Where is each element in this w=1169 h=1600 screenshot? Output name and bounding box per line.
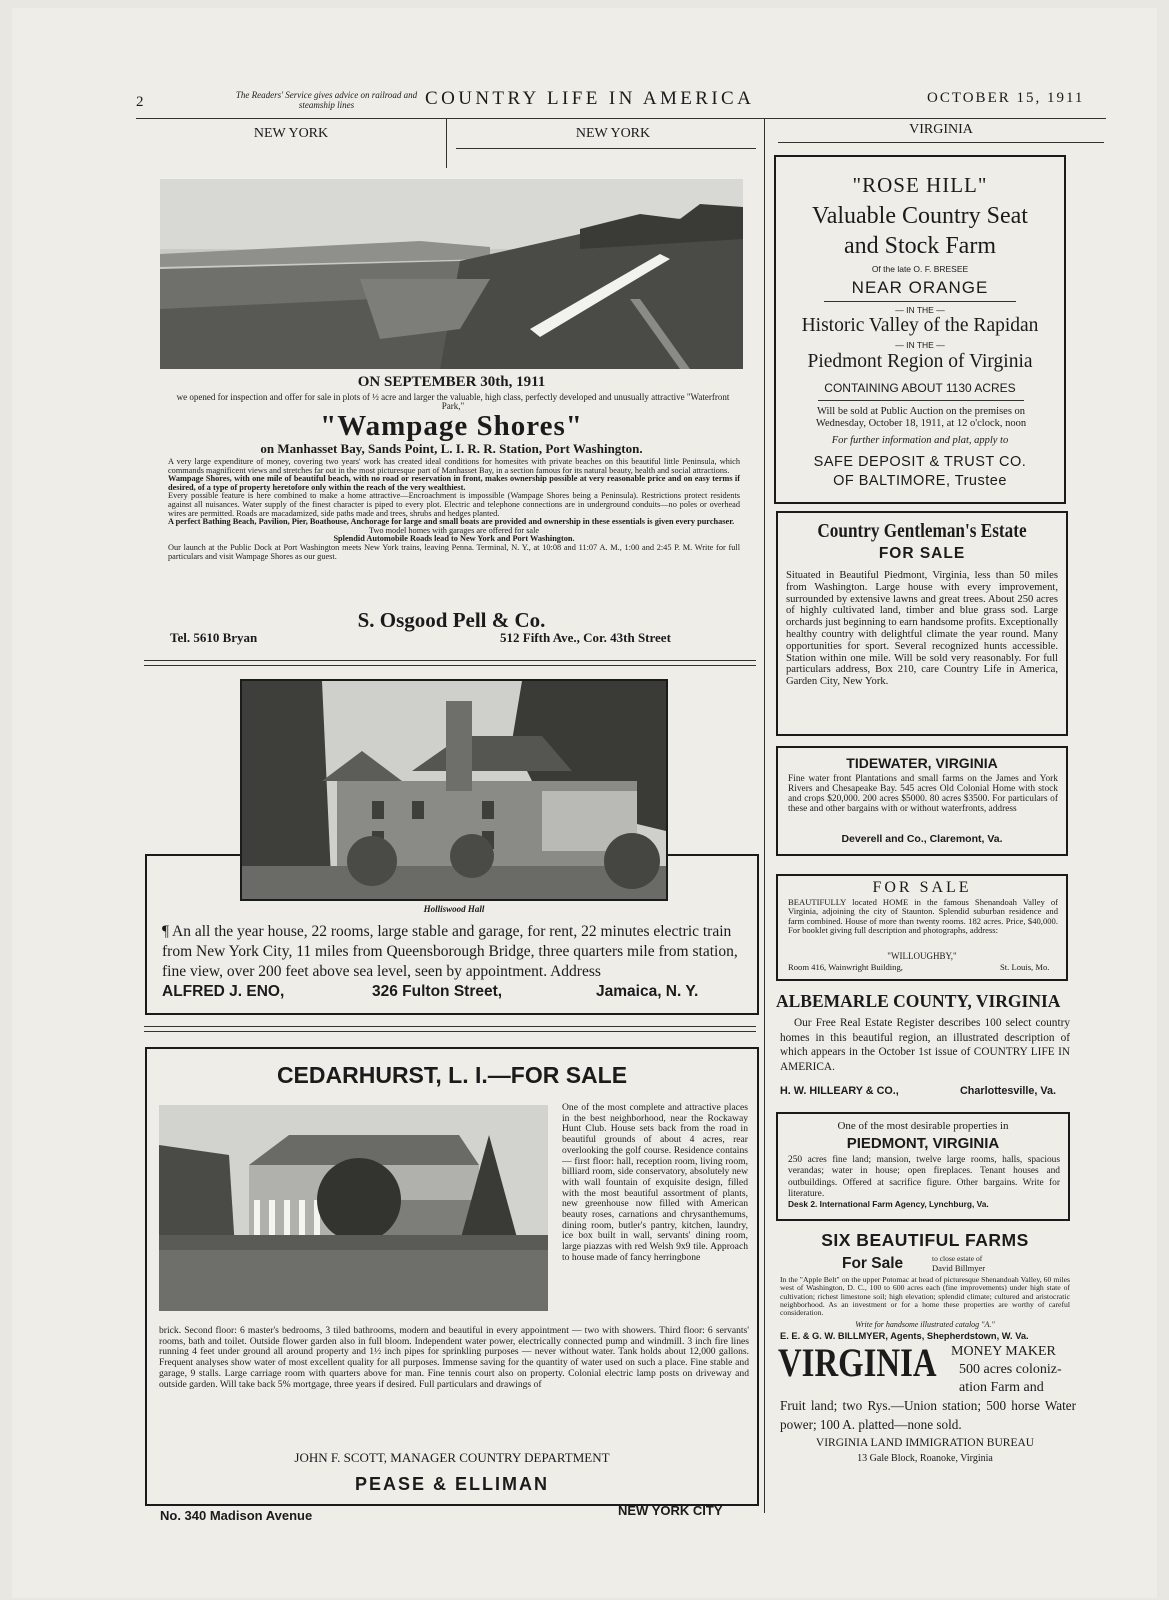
piedmont-title: PIEDMONT, VIRGINIA bbox=[846, 1135, 1000, 1152]
cedarhurst-city: NEW YORK CITY bbox=[618, 1503, 723, 1518]
virginia-big: VIRGINIA bbox=[778, 1340, 937, 1385]
rule bbox=[818, 400, 1024, 401]
gentleman-text: Situated in Beautiful Piedmont, Virginia, less than 50 miles from Washington. Large house with every improvement, surrounded by extensive lawns and great trees. About 250 acres of highly cultivated land, timber and blue grass sod. Large orchards just beginning to earn handsome profits. Exceptionally healthy country with delightful climate the year round. Many opportunities for sport. Several recognized hunts accessible. Station within one mile. Will be sold very reasonably. For full particulars address, Box 210, care Country Life in America, Garden City, New York. bbox=[786, 570, 1058, 688]
magazine-title: COUNTRY LIFE IN AMERICA bbox=[425, 88, 755, 109]
holliswood-caption: Holliswood Hall bbox=[423, 904, 485, 914]
albemarle-text: Our Free Real Estate Register describes 100 select country homes in this beautiful region, an illustrated description of which appears in the October 1st issue of COUNTRY LIFE IN AMERICA. bbox=[780, 1017, 1070, 1073]
wampage-paragraph: Our launch at the Public Dock at Port Washington meets New York trains, leaving Penna. Terminal, N. Y., at 10:08 and 11:07 A. M., 1:00 and 2:45 P. M. Write for full particulars and visit Wampage Shores as our guest. bbox=[168, 542, 740, 561]
rule bbox=[144, 1031, 756, 1032]
albemarle-firm: H. W. HILLEARY & CO., bbox=[780, 1085, 899, 1097]
wampage-paragraph: A very large expenditure of money, covering two years' work has created ideal conditions for homesites with private beaches on this beautiful little Peninsula, which commands magnificent views and stretches far out in the most picturesque part of Manhasset Bay, in a section famous for its natural beauty, health and social attractions. bbox=[168, 457, 740, 475]
piedmont-signature: Desk 2. International Farm Agency, Lynchburg, Va. bbox=[788, 1199, 989, 1209]
six-farms-agents: E. E. & G. W. BILLMYER, Agents, Shepherdstown, W. Va. bbox=[780, 1331, 1029, 1341]
rose-hill-containing: CONTAINING ABOUT 1130 ACRES bbox=[824, 381, 1016, 395]
six-farms-catalog: Write for handsome illustrated catalog "A." bbox=[855, 1320, 995, 1329]
cedarhurst-text-full: brick. Second floor: 6 master's bedrooms, 3 tiled bathrooms, modern and beautiful in every appointment — two with showers. Third floor: 6 servants' rooms, bath and toilet. Outside flower garden also in full bloom. Independent water power, electrically connected pump and windmill. 3 inch fire lines running 4 feet under ground all around property and 1½ inch pipes for sprinkling purposes — never without water. Tank holds about 12,000 gallons. Frequent analyses show water of most excellent quality for all purposes. Immense saving for the quantity of water used on such a place. Fine stable and garage, 9 stalls. Large carriage room with quarters above for man. Fine tennis court also on property. Colonial electric lamp posts on driveway and outside garden. Will take back 5% mortgage, three years if desired. Full particulars and drawings of bbox=[159, 1325, 749, 1390]
wampage-paragraph: Splendid Automobile Roads lead to New York and Port Washington. bbox=[333, 534, 575, 544]
albemarle-title: ALBEMARLE COUNTY, VIRGINIA bbox=[776, 991, 1061, 1011]
column-label-left: NEW YORK bbox=[253, 126, 329, 141]
rose-hill-line2: and Stock Farm bbox=[844, 233, 996, 259]
rose-hill-in-the: — IN THE — bbox=[895, 340, 945, 350]
rose-hill-in-the: — IN THE — bbox=[895, 305, 945, 315]
holliswood-name: ALFRED J. ENO, bbox=[162, 983, 285, 1000]
six-farms-text: In the "Apple Belt" on the upper Potomac at head of picturesque Shenandoah Valley, 60 miles west of Washington, D. C., 100 to 600 acres each (fine improvements) under high state of cultivation; richest limestone soil; high elevation; splendid climate; cultured and aristocratic neighborhood. As an investment or for a home these properties are worthy of careful consideration. bbox=[780, 1275, 1070, 1318]
wampage-body bbox=[168, 458, 740, 561]
virginia-text: Fruit land; two Rys.—Union station; 500 horse Water power; 100 A. platted—none sold. bbox=[780, 1398, 1076, 1432]
wampage-title: "Wampage Shores" bbox=[320, 410, 583, 442]
wampage-paragraph: Wampage Shores, with one mile of beautiful beach, with no road or reservation in front, makes ownership possible at very reasonable price and on easy terms if desired, of a type of property heretofore only within the reach of the very wealthiest. bbox=[168, 474, 740, 492]
cedarhurst-manager: JOHN F. SCOTT, MANAGER COUNTRY DEPARTMENT bbox=[294, 1450, 610, 1465]
column-divider bbox=[446, 118, 447, 168]
cedarhurst-title: CEDARHURST, L. I.—FOR SALE bbox=[276, 1062, 628, 1088]
rule bbox=[144, 1026, 756, 1027]
gentleman-subtitle: FOR SALE bbox=[878, 545, 966, 562]
rose-hill-further: For further information and plat, apply to bbox=[831, 435, 1009, 446]
rose-hill-region: Piedmont Region of Virginia bbox=[807, 351, 1033, 372]
forsale-name: "WILLOUGHBY," bbox=[887, 951, 957, 961]
cedarhurst-text-side: One of the most complete and attractive places in the best neighborhood, near the Rockaway Hunt Club. House sets back from the road in beautiful grounds of about 4 acres, rear overlooking the golf course. Residence contains — first floor: hall, reception room, living room, billiard room, side conservatory, absolutely new with wall fountain of exquisite design, filled with the most beautiful assortment of plants, new greenhouse now filled with American beauty roses, carnations and chrysanthemums, dining room, butler's pantry, kitchen, laundry, ice box built in wall, servants' dining room, large piazzas with red Welsh 9x9 tile. Approach to house made of fancy herringbone bbox=[562, 1102, 748, 1263]
rule bbox=[456, 148, 756, 149]
holliswood-text: ¶ An all the year house, 22 rooms, large stable and garage, for rent, 22 minutes electric train from New York City, 11 miles from Queensborough Bridge, three quarters mile from station, fine view, over 200 feet above sea level, seen by appointment. Address bbox=[162, 923, 738, 980]
six-farms-estate-note: David Billmyer bbox=[932, 1263, 986, 1273]
forsale-text: BEAUTIFULLY located HOME in the famous Shenandoah Valley of Virginia, adjoining the city of Staunton. Splendid suburban residence and farm combined. House of more than twenty rooms. 182 acres. Price, $40,000. For booklet giving full description and photographs, address: bbox=[788, 897, 1058, 935]
column-divider bbox=[764, 118, 765, 1513]
rose-hill-title: "ROSE HILL" bbox=[852, 173, 988, 197]
rule bbox=[824, 301, 1016, 302]
wampage-paragraph: Two model homes with garages are offered for sale bbox=[368, 525, 540, 535]
six-farms-estate-note: to close estate of bbox=[932, 1254, 983, 1263]
virginia-bureau: VIRGINIA LAND IMMIGRATION BUREAU bbox=[815, 1437, 1035, 1449]
rose-hill-trustee2: OF BALTIMORE, Trustee bbox=[833, 473, 1007, 489]
virginia-side1: MONEY MAKER bbox=[951, 1344, 1056, 1359]
wampage-paragraph: Every possible feature is here combined to make a home attractive—Encroachment is impossible (Wampage Shores being a Peninsula). Restrictions protect residents against all nuisances. Water supply of the finest character is piped to every plot. Electric and telephone connections are in underground conduits—no poles or overhead wires are permitted. Roads are macadamized, side paths made and trees, shrubs and hedges planted. bbox=[168, 491, 740, 518]
holliswood-street: 326 Fulton Street, bbox=[372, 983, 503, 1000]
tidewater-signature: Deverell and Co., Claremont, Va. bbox=[841, 833, 1003, 845]
column-label-middle: NEW YORK bbox=[575, 126, 651, 141]
wampage-paragraph: A perfect Bathing Beach, Pavilion, Pier, Boathouse, Anchorage for large and small boats are provided and ownership in these essentials is given every purchaser. bbox=[168, 517, 735, 527]
forsale-title: FOR SALE bbox=[872, 879, 972, 896]
wampage-subtitle: on Manhasset Bay, Sands Point, L. I. R. R. Station, Port Washington. bbox=[260, 441, 643, 456]
piedmont-intro: One of the most desirable properties in bbox=[837, 1120, 1009, 1132]
cedarhurst-address: No. 340 Madison Avenue bbox=[160, 1508, 313, 1523]
rule bbox=[144, 660, 756, 661]
six-farms-for-sale: For Sale bbox=[842, 1255, 904, 1272]
forsale-room: Room 416, Wainwright Building, bbox=[788, 962, 903, 972]
wampage-company: S. Osgood Pell & Co. bbox=[357, 608, 546, 632]
page-number: 2 bbox=[136, 94, 144, 110]
rule bbox=[144, 665, 756, 666]
tidewater-title: TIDEWATER, VIRGINIA bbox=[846, 755, 998, 771]
rose-hill-line1: Valuable Country Seat bbox=[812, 203, 1028, 229]
gentleman-title: Country Gentleman's Estate bbox=[817, 520, 1027, 542]
albemarle-city: Charlottesville, Va. bbox=[960, 1085, 1057, 1097]
virginia-side2: 500 acres coloniz- bbox=[959, 1362, 1062, 1377]
wampage-date-line: ON SEPTEMBER 30th, 1911 bbox=[357, 374, 546, 390]
magazine-page bbox=[12, 8, 1157, 1598]
holliswood-photo bbox=[240, 679, 668, 901]
six-farms-title: SIX BEAUTIFUL FARMS bbox=[821, 1230, 1029, 1250]
rose-hill-near: NEAR ORANGE bbox=[851, 278, 989, 297]
wampage-address: 512 Fifth Ave., Cor. 43th Street bbox=[500, 630, 671, 645]
issue-date: OCTOBER 15, 1911 bbox=[927, 90, 1085, 106]
cedarhurst-firm: PEASE & ELLIMAN bbox=[354, 1474, 549, 1494]
wampage-intro: we opened for inspection and offer for sale in plots of ½ acre and larger the valuable, high class, perfectly developed and unusually attractive "Waterfront Park," bbox=[176, 392, 730, 411]
piedmont-text: 250 acres fine land; mansion, twelve large rooms, halls, spacious verandas; water in house; open fireplaces. Tenant houses and outbuildings. Offered at sacrifice figure. Other bargains. Write for literature. bbox=[788, 1155, 1060, 1200]
virginia-address: 13 Gale Block, Roanoke, Virginia bbox=[857, 1453, 993, 1464]
forsale-city: St. Louis, Mo. bbox=[1000, 962, 1050, 972]
rule bbox=[778, 142, 1104, 143]
column-label-right: VIRGINIA bbox=[909, 122, 973, 137]
waterfront-photo bbox=[160, 179, 743, 369]
rose-hill-auction: Will be sold at Public Auction on the premises on Wednesday, October 18, 1911, at 12 o'clock, noon bbox=[815, 406, 1027, 429]
wampage-tel: Tel. 5610 Bryan bbox=[170, 630, 258, 645]
header-rule bbox=[136, 118, 1106, 119]
rose-hill-estate-of: Of the late O. F. BRESEE bbox=[871, 264, 969, 274]
rose-hill-valley: Historic Valley of the Rapidan bbox=[801, 315, 1039, 336]
virginia-side3: ation Farm and bbox=[959, 1380, 1044, 1395]
cedarhurst-photo bbox=[159, 1105, 548, 1311]
holliswood-city: Jamaica, N. Y. bbox=[596, 983, 699, 1000]
readers-service-note: The Readers' Service gives advice on railroad and steamship lines bbox=[235, 90, 418, 110]
tidewater-text: Fine water front Plantations and small farms on the James and York Rivers and Chesapeake Bay. 545 acres Old Colonial Home with stock and crops $20,000. 200 acres $5000. 80 acres $3500. For particulars of these and other bargains with or without waterfronts, address bbox=[788, 774, 1058, 814]
rose-hill-trustee1: SAFE DEPOSIT & TRUST CO. bbox=[813, 454, 1027, 470]
